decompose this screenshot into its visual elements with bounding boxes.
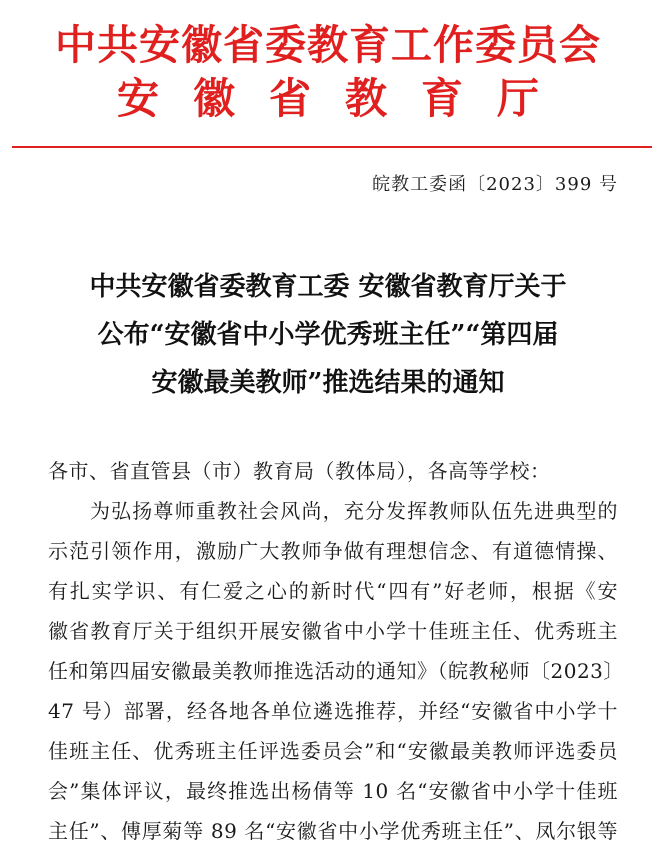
body-line: 佳班主任、优秀班主任评选委员会”和“安徽最美教师评选委员 bbox=[48, 739, 618, 763]
body-line: 为弘扬尊师重教社会风尚，充分发挥教师队伍先进典型的 bbox=[90, 499, 618, 523]
body-line: 示范引领作用，激励广大教师争做有理想信念、有道德情操、 bbox=[48, 539, 618, 563]
red-divider-line bbox=[12, 146, 652, 148]
body-line: 徽省教育厅关于组织开展安徽省中小学十佳班主任、优秀班主 bbox=[48, 619, 618, 643]
body-line: 任和第四届安徽最美教师推选活动的通知》（皖教秘师〔2023〕 bbox=[48, 659, 624, 683]
body-line: 主任”、傅厚菊等 89 名“安徽省中小学优秀班主任”、凤尔银等 bbox=[48, 819, 618, 843]
document-number: 皖教工委函〔2023〕399 号 bbox=[372, 174, 618, 195]
org-header-line-2: 安徽省教育厅 bbox=[116, 74, 573, 123]
document-title-line-2: 公布“安徽省中小学优秀班主任”“第四届 bbox=[97, 320, 559, 350]
body-line: 会”集体评议，最终推选出杨倩等 10 名“安徽省中小学十佳班 bbox=[48, 779, 618, 803]
salutation: 各市、省直管县（市）教育局（教体局），各高等学校： bbox=[48, 459, 551, 483]
body-line: 47 号）部署，经各地各单位遴选推荐，并经“安徽省中小学十 bbox=[48, 699, 618, 723]
document-title-line-3: 安徽最美教师”推选结果的通知 bbox=[151, 368, 505, 398]
document-title-line-1: 中共安徽省委教育工委 安徽省教育厅关于 bbox=[89, 272, 567, 302]
body-line: 有扎实学识、有仁爱之心的新时代“四有”好老师，根据《安 bbox=[48, 579, 618, 603]
org-header-line-1: 中共安徽省委教育工作委员会 bbox=[55, 21, 601, 69]
